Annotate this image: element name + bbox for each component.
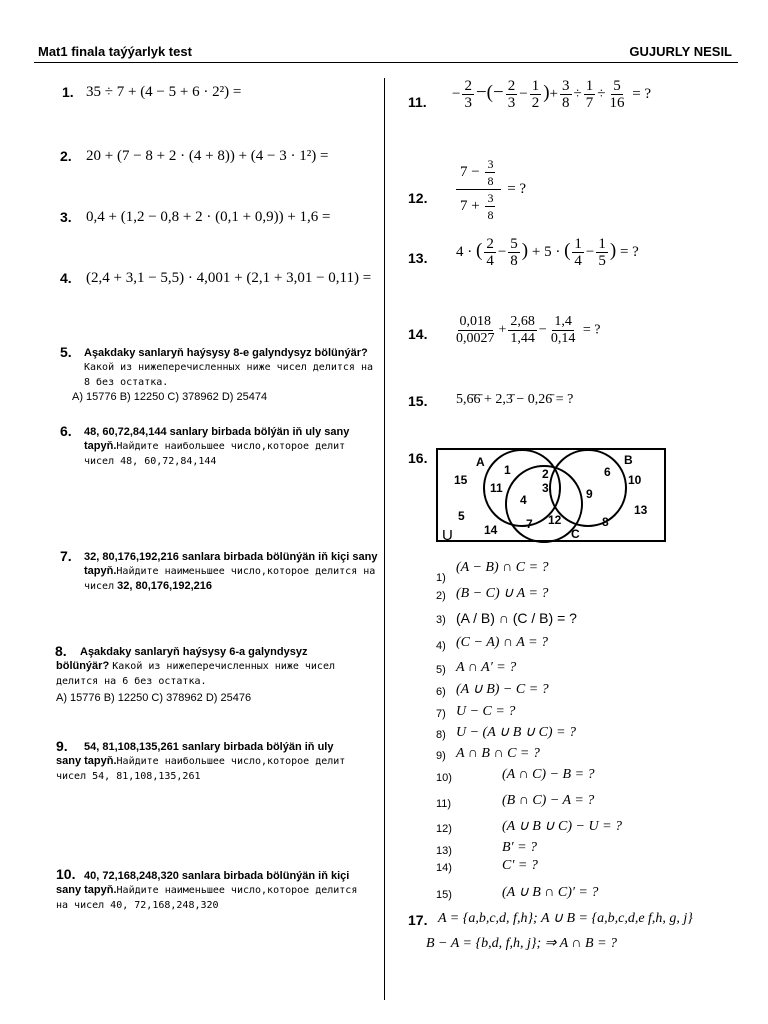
- problem-10-question: 40, 72,168,248,320 sanlara birbada bölünýän iň kiçi sany tapyň.: [56, 870, 350, 896]
- problem-6-number: 6.: [60, 423, 72, 439]
- venn-8: 8: [602, 515, 609, 529]
- header-author: GUJURLY NESIL: [629, 44, 732, 59]
- header-title: Mat1 finala taýýarlyk test: [38, 44, 192, 59]
- problem-9-question: 54, 81,108,135,261 sanlary birbada bölýän iň uly sany tapyň.: [56, 741, 334, 767]
- problem-11-number: 11.: [408, 94, 427, 110]
- set-b-label: B: [624, 453, 633, 467]
- frac-11-l: 16: [609, 95, 625, 111]
- set-q8-number: 8): [436, 729, 446, 741]
- frac-13-f: 4: [574, 253, 582, 269]
- set-q4-number: 4): [436, 640, 446, 652]
- frac-12-top-text: 7 −: [460, 163, 480, 180]
- set-q12-number: 12): [436, 823, 452, 835]
- problem-6-question-ru: Найдите наибольшее число,которое делит чисел 48, 60,72,84,144: [84, 441, 346, 467]
- frac-11-j: 7: [585, 95, 594, 111]
- problem-12-number: 12.: [408, 190, 428, 206]
- problem-5-question: Aşakdaky sanlaryň haýsysy 8-e galyndysyz bölünýär?: [84, 347, 368, 359]
- problem-12-tail: = ?: [507, 180, 527, 197]
- problem-5-options: A) 15776 B) 12250 C) 378962 D) 25474: [72, 391, 268, 403]
- problem-1-number: 1.: [62, 84, 74, 100]
- set-a-label: A: [476, 455, 485, 469]
- problem-10-question-ru: Найдите наименьшее число,которое делится на чисел 40, 72,168,248,320: [56, 885, 358, 911]
- problem-9-question-ru: Найдите наибольшее число,которое делит чисел 54, 81,108,135,261: [56, 756, 346, 782]
- problem-8-number: 8.: [55, 643, 67, 659]
- venn-13: 13: [634, 503, 648, 517]
- problem-5-text: [84, 346, 374, 390]
- frac-11-i: 1: [585, 78, 594, 94]
- frac-14-b: 0,0027: [456, 331, 495, 346]
- frac-11-k: 5: [613, 78, 621, 94]
- frac-11-d: 3: [507, 95, 516, 111]
- frac-12-denominator: [456, 190, 501, 223]
- problem-4-expression: (2,4 + 3,1 − 5,5) · 4,001 + (2,1 + 3,01 − 0,11) =: [86, 270, 372, 286]
- frac-11-b: 3: [464, 95, 472, 111]
- problem-7-question: 32, 80,176,192,216 sanlara birbada bölünýän iň kiçi sany tapyň.: [84, 551, 378, 577]
- problem-17-number: 17.: [408, 912, 428, 928]
- problem-10-number: 10.: [56, 866, 76, 882]
- frac-11-g: 3: [562, 78, 570, 94]
- set-q1-number: 1): [436, 572, 446, 584]
- problem-5-number: 5.: [60, 344, 72, 360]
- problem-15-number: 15.: [408, 393, 428, 409]
- set-q13-number: 13): [436, 845, 452, 857]
- problem-6-text: [84, 425, 379, 469]
- set-q1-expr: (A − B) ∩ C = ?: [456, 560, 549, 575]
- set-q8-expr: U − (A ∪ B ∪ C) = ?: [456, 725, 577, 740]
- venn-6: 6: [604, 465, 611, 479]
- venn-3: 3: [542, 481, 549, 495]
- problem-1-expression: 35 ÷ 7 + (4 − 5 + 6 · 2²) =: [86, 84, 242, 100]
- set-q14-number: 14): [436, 862, 452, 874]
- set-q4-expr: (C − A) ∩ A = ?: [456, 635, 549, 650]
- problem-7-text: [84, 550, 379, 594]
- set-q10-expr: (A ∩ C) − B = ?: [502, 767, 595, 782]
- frac-13-b: 4: [486, 253, 494, 269]
- venn-10: 10: [628, 473, 642, 487]
- frac-12-numerator: [456, 156, 501, 190]
- venn-1: 1: [504, 463, 511, 477]
- problem-7-numbers: 32, 80,176,192,216: [117, 580, 212, 592]
- set-q2-number: 2): [436, 590, 446, 602]
- problem-3-expression: 0,4 + (1,2 − 0,8 + 2 · (0,1 + 0,9)) + 1,6 =: [86, 209, 331, 225]
- problem-17-line2: B − A = {b,d, f,h, j}; ⇒ A ∩ B = ?: [426, 936, 618, 951]
- problem-8-text: [56, 645, 356, 689]
- frac-14-e: 1,4: [554, 314, 572, 329]
- set-q2-expr: (B − C) ∪ A = ?: [456, 586, 549, 601]
- header-divider: [34, 62, 738, 63]
- frac-14-c: 2,68: [510, 314, 535, 329]
- problem-13-expression: 4 · ( $\frac{2}{4}$ − $\frac{5}{8}$ ) + 5 · ( $\frac{1}{4}$ − $\frac{1}{5}$ ) = ?: [456, 236, 639, 269]
- frac-11-h: 8: [562, 95, 570, 111]
- problem-17-line1: A = {a,b,c,d, f,h}; A ∪ B = {a,b,c,d,e f,h, g, j}: [438, 911, 693, 926]
- set-c-label: C: [571, 527, 580, 541]
- frac-11-e: 1: [531, 78, 540, 94]
- set-q13-expr: B′ = ?: [502, 840, 538, 855]
- frac-12-bot-text: 7 +: [460, 197, 480, 214]
- frac-11-a: 2: [464, 78, 472, 94]
- frac-12-td: 8: [487, 174, 494, 188]
- column-divider: [384, 78, 385, 1000]
- set-q12-expr: (A ∪ B ∪ C) − U = ?: [502, 819, 623, 834]
- set-q10-number: 10): [436, 772, 452, 784]
- problem-13-number: 13.: [408, 250, 428, 266]
- frac-13-a: 2: [486, 236, 494, 252]
- frac-13-g: 1: [598, 236, 606, 252]
- set-q6-number: 6): [436, 686, 446, 698]
- frac-14-d: 1,44: [510, 331, 535, 346]
- problem-7-number: 7.: [60, 548, 72, 564]
- frac-11-c: 2: [507, 78, 516, 94]
- problem-16-number: 16.: [408, 450, 428, 466]
- problem-11-tail: = ?: [632, 85, 652, 102]
- venn-12: 12: [548, 513, 562, 527]
- venn-5: 5: [458, 509, 465, 523]
- problem-14-number: 14.: [408, 326, 428, 342]
- set-q3-expr: (A / B) ∩ (C / B) = ?: [456, 610, 577, 626]
- problem-5-question-ru: Какой из нижеперечисленных ниже чисел делится на 8 без остатка.: [84, 362, 373, 388]
- frac-13-c: 5: [510, 236, 518, 252]
- set-q7-expr: U − C = ?: [456, 704, 516, 719]
- set-q3-number: 3): [436, 614, 446, 626]
- frac-12-bn: 3: [487, 191, 494, 205]
- set-q15-expr: (A ∪ B ∩ C)′ = ?: [502, 885, 599, 900]
- problem-8-options: A) 15776 B) 12250 C) 378962 D) 25476: [56, 692, 252, 704]
- venn-2: 2: [542, 467, 549, 481]
- set-q5-number: 5): [436, 664, 446, 676]
- problem-11-expression: − $\frac{2}{3}$ −(− $\frac{2}{3}$ − $\frac{1}{2}$ )+ $\frac{3}{8}$ ÷ $\frac{1}{7}$ ÷ $\frac{5}{16}$ = ?: [452, 78, 652, 111]
- problem-7-question-ru: Найдите наименьшее число,которое делится на чисел: [84, 566, 376, 592]
- frac-11-f: 2: [531, 95, 540, 111]
- set-q11-number: 11): [436, 798, 452, 810]
- frac-14-f: 0,14: [550, 331, 576, 346]
- venn-14: 14: [484, 523, 498, 537]
- frac-12-bd: 8: [487, 208, 494, 222]
- set-q11-expr: (B ∩ C) − A = ?: [502, 793, 595, 808]
- frac-12-tn: 3: [487, 157, 494, 171]
- problem-14-expression: $\frac{0,018}{0,0027}$ + $\frac{2,68}{1,44}$ − $\frac{1,4}{0,14}$ = ?: [456, 314, 601, 346]
- venn-7: 7: [526, 517, 533, 531]
- universe-label: U: [442, 527, 453, 544]
- problem-8-question-ru: Какой из нижеперечисленных ниже чисел делится на 6 без остатка.: [56, 661, 335, 687]
- venn-4: 4: [520, 493, 527, 507]
- frac-13-h: 5: [598, 253, 606, 269]
- venn-diagram: [436, 448, 668, 544]
- problem-3-number: 3.: [60, 209, 72, 225]
- set-q15-number: 15): [436, 889, 452, 901]
- problem-14-tail: = ?: [582, 322, 601, 338]
- problem-9-text: [56, 740, 356, 784]
- problem-10-text: [56, 869, 361, 913]
- problem-15-expression: 5,6̄6̄ + 2,3̄ − 0,26̄ = ?: [456, 392, 574, 407]
- problem-12-expression: [454, 156, 526, 223]
- set-q5-expr: A ∩ A′ = ?: [456, 660, 517, 675]
- problem-2-expression: 20 + (7 − 8 + 2 · (4 + 8)) + (4 − 3 · 1²) =: [86, 148, 329, 164]
- venn-15: 15: [454, 473, 468, 487]
- set-q9-expr: A ∩ B ∩ C = ?: [456, 746, 540, 761]
- problem-13-tail: = ?: [619, 243, 639, 260]
- problem-8-question: Aşakdaky sanlaryň haýsysy 6-a galyndysyz bölünýär?: [56, 646, 308, 672]
- problem-6-question: 48, 60,72,84,144 sanlary birbada bölýän iň uly sany tapyň.: [84, 426, 350, 452]
- set-q6-expr: (A ∪ B) − C = ?: [456, 682, 549, 697]
- problem-9-number: 9.: [56, 738, 68, 754]
- frac-13-d: 8: [510, 253, 518, 269]
- set-q9-number: 9): [436, 750, 446, 762]
- problem-2-number: 2.: [60, 148, 72, 164]
- venn-11: 11: [490, 481, 503, 495]
- venn-9: 9: [586, 487, 593, 501]
- set-q7-number: 7): [436, 708, 446, 720]
- frac-14-a: 0,018: [459, 314, 491, 329]
- frac-13-e: 1: [574, 236, 582, 252]
- problem-4-number: 4.: [60, 270, 72, 286]
- set-q14-expr: C′ = ?: [502, 858, 538, 873]
